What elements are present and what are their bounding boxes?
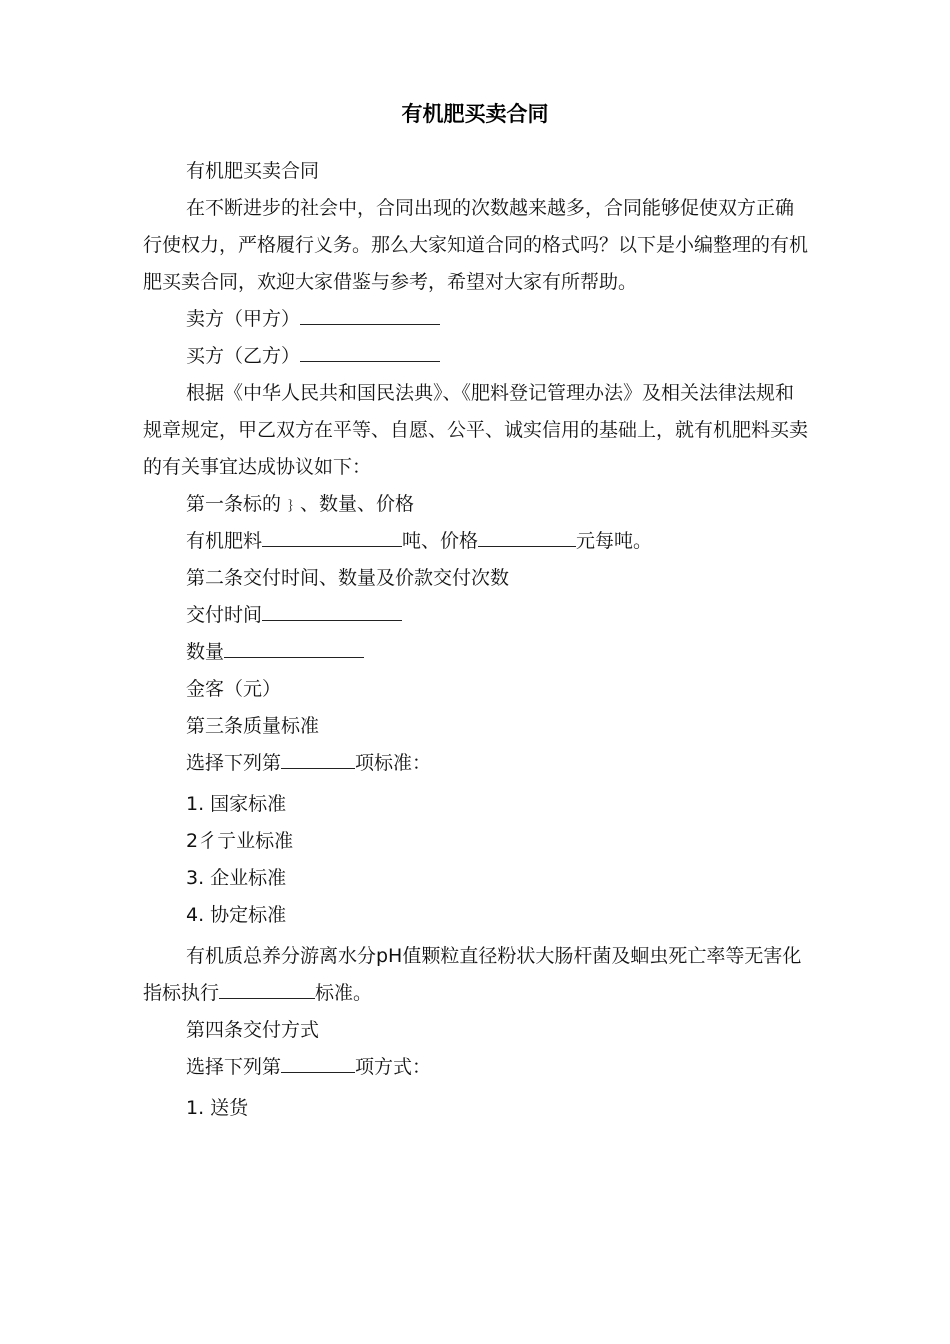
delivery-choice-line (143, 1049, 811, 1086)
quantity-line (143, 634, 811, 671)
intro-paragraph: 在不断进步的社会中，合同出现的次数越来越多，合同能够促使双方正确行使权力，严格履行义务。那么大家知道合同的格式吗？以下是小编整理的有机肥买卖合同，欢迎大家借鉴与参考，希望对大家有所帮助。 (143, 197, 809, 293)
price-label: 吨、价格 (402, 530, 479, 552)
quantity-label: 数量 (186, 641, 225, 663)
standard-item: 1. 国家标准 (186, 793, 287, 815)
standard-item: 4. 协定标准 (186, 904, 287, 926)
buyer-blank (300, 341, 440, 362)
standard-item: 3. 企业标准 (186, 867, 287, 889)
subtitle-paragraph: 有机肥买卖合同 (186, 160, 320, 182)
article-3-title: 第三条质量标准 (186, 715, 320, 737)
standard-item: 2彳亍业标准 (186, 830, 294, 852)
delivery-time-line (143, 597, 811, 634)
quality-note-text: 有机质总养分游离水分pH值颗粒直径粉状大肠杆菌及蛔虫死亡率等无害化指标执行 (143, 945, 802, 1004)
delivery-time-label: 交付时间 (186, 604, 263, 626)
price-blank (478, 526, 576, 547)
buyer-line (143, 338, 811, 375)
delivery-choice-label: 选择下列第 (186, 1056, 282, 1078)
article-4-title: 第四条交付方式 (186, 1019, 320, 1041)
quality-note-suffix: 标准。 (315, 982, 373, 1004)
standard-choice-blank (281, 748, 355, 769)
quality-note-paragraph (143, 938, 811, 1012)
delivery-item: 1. 送货 (186, 1097, 249, 1119)
document-body (143, 153, 811, 1127)
buyer-label: 买方（乙方） (186, 345, 301, 367)
fertilizer-label: 有机肥料 (186, 530, 263, 552)
quantity-blank (224, 637, 364, 658)
seller-blank (300, 304, 440, 325)
seller-line (143, 301, 811, 338)
standard-choice-line (143, 745, 811, 782)
price-unit: 元每吨。 (576, 530, 653, 552)
delivery-choice-blank (281, 1052, 355, 1073)
quality-standard-blank (219, 978, 315, 999)
amount-line: 金客（元） (186, 678, 282, 700)
article-1-title: 第一条标的﹜、数量、价格 (186, 493, 415, 515)
delivery-choice-suffix: 项方式： (355, 1056, 432, 1078)
standard-choice-label: 选择下列第 (186, 752, 282, 774)
article-1-line (143, 523, 811, 560)
standard-choice-suffix: 项标准： (355, 752, 432, 774)
seller-label: 卖方（甲方） (186, 308, 301, 330)
basis-paragraph: 根据《中华人民共和国民法典》、《肥料登记管理办法》及相关法律法规和规章规定，甲乙双方在平等、自愿、公平、诚实信用的基础上，就有机肥料买卖的有关事宜达成协议如下： (143, 382, 809, 478)
article-2-title: 第二条交付时间、数量及价款交付次数 (186, 567, 510, 589)
delivery-time-blank (262, 600, 402, 621)
tonnage-blank (262, 526, 402, 547)
document-title: 有机肥买卖合同 (401, 102, 549, 126)
